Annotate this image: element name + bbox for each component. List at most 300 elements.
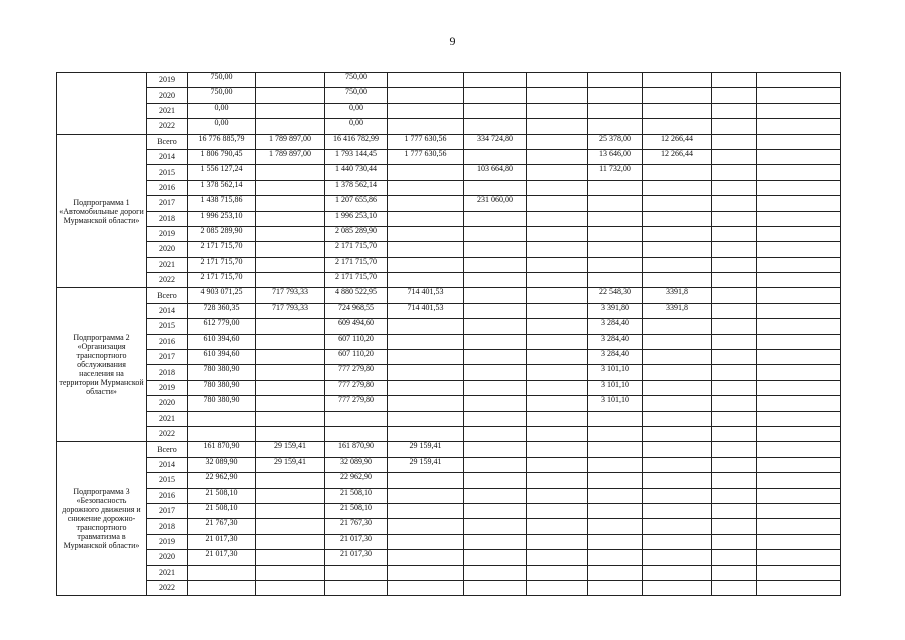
value-cell: 1 556 127,24 (188, 165, 256, 180)
value-cell (588, 534, 643, 549)
value-cell (757, 180, 841, 195)
value-cell (256, 473, 325, 488)
value-cell (325, 580, 388, 595)
value-cell: 1 378 562,14 (188, 180, 256, 195)
value-cell (643, 334, 712, 349)
value-cell (256, 350, 325, 365)
value-cell (712, 149, 757, 164)
value-cell (464, 73, 527, 88)
table-row (57, 165, 841, 180)
value-cell (388, 73, 464, 88)
value-cell: 1 777 630,56 (388, 149, 464, 164)
table-row (57, 473, 841, 488)
value-cell (388, 180, 464, 195)
value-cell (388, 350, 464, 365)
value-cell (757, 257, 841, 272)
value-cell (588, 88, 643, 103)
value-cell (757, 503, 841, 518)
value-cell (464, 350, 527, 365)
value-cell (757, 565, 841, 580)
value-cell (388, 196, 464, 211)
value-cell: 1 793 144,45 (325, 149, 388, 164)
value-cell (464, 565, 527, 580)
value-cell (757, 580, 841, 595)
value-cell (527, 180, 588, 195)
year-cell: 2017 (147, 196, 188, 211)
value-cell: 4 880 522,95 (325, 288, 388, 303)
value-cell: 3 101,10 (588, 380, 643, 395)
value-cell (464, 242, 527, 257)
value-cell: 2 171 715,70 (325, 273, 388, 288)
value-cell: 3391,8 (643, 288, 712, 303)
value-cell (527, 273, 588, 288)
year-cell: 2015 (147, 473, 188, 488)
value-cell (712, 303, 757, 318)
value-cell (643, 503, 712, 518)
value-cell: 16 416 782,99 (325, 134, 388, 149)
value-cell (757, 396, 841, 411)
value-cell (712, 134, 757, 149)
value-cell (712, 88, 757, 103)
value-cell (757, 534, 841, 549)
value-cell (527, 534, 588, 549)
table-row (57, 242, 841, 257)
value-cell (643, 380, 712, 395)
value-cell: 13 646,00 (588, 149, 643, 164)
value-cell: 12 266,44 (643, 149, 712, 164)
value-cell: 3391,8 (643, 303, 712, 318)
table-row (57, 334, 841, 349)
value-cell: 3 284,40 (588, 334, 643, 349)
value-cell: 777 279,80 (325, 396, 388, 411)
value-cell (643, 580, 712, 595)
value-cell: 12 266,44 (643, 134, 712, 149)
value-cell: 750,00 (188, 73, 256, 88)
value-cell (388, 119, 464, 134)
year-cell: 2020 (147, 242, 188, 257)
year-cell: Всего (147, 134, 188, 149)
value-cell: 2 085 289,90 (325, 226, 388, 241)
value-cell (256, 565, 325, 580)
value-cell (256, 257, 325, 272)
value-cell (643, 426, 712, 441)
value-cell: 21 508,10 (325, 503, 388, 518)
value-cell (643, 88, 712, 103)
value-cell (757, 442, 841, 457)
value-cell (464, 550, 527, 565)
value-cell: 29 159,41 (388, 457, 464, 472)
value-cell (588, 257, 643, 272)
value-cell (643, 519, 712, 534)
value-cell: 750,00 (325, 73, 388, 88)
value-cell: 3 284,40 (588, 319, 643, 334)
table-row (57, 196, 841, 211)
value-cell: 25 378,00 (588, 134, 643, 149)
value-cell: 1 440 730,44 (325, 165, 388, 180)
value-cell (388, 473, 464, 488)
value-cell (643, 180, 712, 195)
value-cell: 717 793,33 (256, 303, 325, 318)
value-cell (712, 242, 757, 257)
value-cell (588, 73, 643, 88)
value-cell (712, 426, 757, 441)
value-cell (325, 411, 388, 426)
table-row (57, 226, 841, 241)
value-cell (388, 580, 464, 595)
table-row (57, 350, 841, 365)
value-cell: 750,00 (188, 88, 256, 103)
value-cell (256, 396, 325, 411)
year-cell: 2014 (147, 457, 188, 472)
value-cell (256, 88, 325, 103)
table-row (57, 303, 841, 318)
value-cell: 780 380,90 (188, 396, 256, 411)
year-cell: 2022 (147, 426, 188, 441)
value-cell (464, 411, 527, 426)
value-cell (588, 473, 643, 488)
value-cell (757, 411, 841, 426)
year-cell: 2020 (147, 396, 188, 411)
value-cell (527, 334, 588, 349)
value-cell: 0,00 (325, 119, 388, 134)
value-cell (712, 565, 757, 580)
value-cell (643, 565, 712, 580)
value-cell (464, 519, 527, 534)
value-cell (256, 73, 325, 88)
value-cell (325, 426, 388, 441)
value-cell (527, 319, 588, 334)
value-cell: 1 789 897,00 (256, 134, 325, 149)
value-cell (712, 119, 757, 134)
value-cell (757, 350, 841, 365)
value-cell: 2 171 715,70 (188, 242, 256, 257)
value-cell (588, 519, 643, 534)
value-cell: 714 401,53 (388, 288, 464, 303)
value-cell: 609 494,60 (325, 319, 388, 334)
value-cell (757, 550, 841, 565)
year-cell: 2016 (147, 334, 188, 349)
value-cell (464, 119, 527, 134)
value-cell (588, 242, 643, 257)
value-cell (527, 257, 588, 272)
value-cell: 607 110,20 (325, 350, 388, 365)
value-cell (256, 519, 325, 534)
value-cell (712, 488, 757, 503)
value-cell (712, 273, 757, 288)
year-cell: 2015 (147, 319, 188, 334)
value-cell (464, 273, 527, 288)
value-cell (643, 473, 712, 488)
value-cell (464, 288, 527, 303)
value-cell (188, 565, 256, 580)
value-cell: 11 732,00 (588, 165, 643, 180)
value-cell: 161 870,90 (325, 442, 388, 457)
value-cell (325, 565, 388, 580)
value-cell (588, 411, 643, 426)
year-cell: 2018 (147, 519, 188, 534)
value-cell: 2 171 715,70 (325, 257, 388, 272)
value-cell (388, 380, 464, 395)
value-cell (527, 426, 588, 441)
table-row (57, 257, 841, 272)
value-cell (757, 273, 841, 288)
value-cell: 610 394,60 (188, 334, 256, 349)
value-cell (588, 565, 643, 580)
year-cell: 2022 (147, 273, 188, 288)
value-cell (388, 534, 464, 549)
value-cell (388, 257, 464, 272)
value-cell (757, 165, 841, 180)
value-cell (388, 226, 464, 241)
value-cell: 612 779,00 (188, 319, 256, 334)
value-cell (464, 180, 527, 195)
value-cell (527, 226, 588, 241)
value-cell (588, 273, 643, 288)
value-cell (527, 303, 588, 318)
value-cell (527, 503, 588, 518)
table-row (57, 426, 841, 441)
value-cell (388, 365, 464, 380)
value-cell (256, 488, 325, 503)
value-cell (757, 211, 841, 226)
value-cell: 3 391,80 (588, 303, 643, 318)
value-cell (464, 211, 527, 226)
value-cell (256, 334, 325, 349)
value-cell (712, 457, 757, 472)
value-cell (757, 303, 841, 318)
value-cell (712, 334, 757, 349)
value-cell (757, 149, 841, 164)
year-cell: 2016 (147, 180, 188, 195)
value-cell (757, 134, 841, 149)
table-row (57, 134, 841, 149)
value-cell (256, 103, 325, 118)
value-cell (464, 473, 527, 488)
value-cell (643, 73, 712, 88)
value-cell (643, 211, 712, 226)
value-cell (643, 442, 712, 457)
year-cell: 2021 (147, 411, 188, 426)
value-cell (256, 534, 325, 549)
value-cell (588, 103, 643, 118)
value-cell (464, 534, 527, 549)
year-cell: Всего (147, 442, 188, 457)
value-cell (712, 257, 757, 272)
value-cell (256, 119, 325, 134)
value-cell (643, 119, 712, 134)
value-cell (643, 257, 712, 272)
value-cell (643, 319, 712, 334)
value-cell (388, 426, 464, 441)
value-cell (712, 365, 757, 380)
value-cell: 103 664,80 (464, 165, 527, 180)
value-cell: 2 171 715,70 (188, 273, 256, 288)
value-cell (712, 519, 757, 534)
value-cell (712, 473, 757, 488)
table-row (57, 103, 841, 118)
value-cell (256, 226, 325, 241)
year-cell: 2014 (147, 303, 188, 318)
value-cell: 714 401,53 (388, 303, 464, 318)
value-cell (256, 380, 325, 395)
value-cell (388, 211, 464, 226)
year-cell: 2019 (147, 380, 188, 395)
year-cell: 2022 (147, 580, 188, 595)
value-cell (527, 457, 588, 472)
value-cell: 780 380,90 (188, 365, 256, 380)
value-cell (757, 473, 841, 488)
year-cell: 2021 (147, 565, 188, 580)
value-cell (757, 334, 841, 349)
value-cell (712, 226, 757, 241)
value-cell (643, 365, 712, 380)
table-row (57, 442, 841, 457)
value-cell (588, 580, 643, 595)
table-row (57, 565, 841, 580)
value-cell (712, 396, 757, 411)
value-cell (464, 380, 527, 395)
budget-table (56, 72, 841, 596)
value-cell (757, 242, 841, 257)
value-cell (527, 165, 588, 180)
value-cell: 1 996 253,10 (188, 211, 256, 226)
value-cell (643, 103, 712, 118)
program-label: Подпрограмма 2 «Организация транспортного обслуживания населения на территории Мурманской области» (57, 288, 147, 442)
value-cell: 32 089,90 (325, 457, 388, 472)
table-row (57, 88, 841, 103)
value-cell: 21 508,10 (188, 488, 256, 503)
value-cell (757, 457, 841, 472)
value-cell (588, 226, 643, 241)
value-cell: 1 378 562,14 (325, 180, 388, 195)
value-cell: 1 806 790,45 (188, 149, 256, 164)
value-cell: 0,00 (188, 119, 256, 134)
value-cell (256, 426, 325, 441)
year-cell: 2021 (147, 257, 188, 272)
value-cell (712, 319, 757, 334)
value-cell: 21 017,30 (188, 550, 256, 565)
value-cell (388, 273, 464, 288)
value-cell (757, 73, 841, 88)
value-cell (588, 426, 643, 441)
value-cell (643, 457, 712, 472)
value-cell (388, 550, 464, 565)
year-cell: 2022 (147, 119, 188, 134)
value-cell: 29 159,41 (256, 442, 325, 457)
value-cell (256, 242, 325, 257)
value-cell (757, 196, 841, 211)
value-cell (712, 503, 757, 518)
value-cell (256, 211, 325, 226)
value-cell (643, 226, 712, 241)
year-cell: 2020 (147, 550, 188, 565)
value-cell (757, 226, 841, 241)
value-cell: 21 017,30 (188, 534, 256, 549)
value-cell (757, 119, 841, 134)
value-cell (464, 319, 527, 334)
value-cell (757, 380, 841, 395)
value-cell (643, 242, 712, 257)
value-cell (256, 580, 325, 595)
value-cell: 3 284,40 (588, 350, 643, 365)
value-cell: 22 548,30 (588, 288, 643, 303)
value-cell (388, 242, 464, 257)
value-cell (388, 411, 464, 426)
value-cell (588, 488, 643, 503)
value-cell: 21 017,30 (325, 550, 388, 565)
year-cell: 2017 (147, 350, 188, 365)
program-label: Подпрограмма 1 «Автомобильные дороги Мурманской области» (57, 134, 147, 288)
page-number: 9 (449, 34, 456, 48)
table-row (57, 488, 841, 503)
value-cell: 334 724,80 (464, 134, 527, 149)
value-cell (464, 257, 527, 272)
table-row (57, 519, 841, 534)
table-row (57, 119, 841, 134)
value-cell (256, 411, 325, 426)
value-cell (588, 503, 643, 518)
value-cell (757, 319, 841, 334)
value-cell (464, 442, 527, 457)
table-row (57, 503, 841, 518)
value-cell (757, 488, 841, 503)
value-cell: 1 996 253,10 (325, 211, 388, 226)
value-cell: 610 394,60 (188, 350, 256, 365)
year-cell: 2019 (147, 73, 188, 88)
year-cell: 2019 (147, 226, 188, 241)
value-cell (256, 550, 325, 565)
value-cell (256, 180, 325, 195)
value-cell: 21 508,10 (188, 503, 256, 518)
value-cell (757, 365, 841, 380)
value-cell: 750,00 (325, 88, 388, 103)
value-cell: 161 870,90 (188, 442, 256, 457)
value-cell: 21 767,30 (325, 519, 388, 534)
value-cell (527, 149, 588, 164)
value-cell (527, 396, 588, 411)
value-cell (588, 180, 643, 195)
year-cell: 2014 (147, 149, 188, 164)
value-cell: 717 793,33 (256, 288, 325, 303)
value-cell (643, 488, 712, 503)
value-cell (464, 149, 527, 164)
value-cell: 3 101,10 (588, 365, 643, 380)
value-cell (388, 103, 464, 118)
table-row (57, 319, 841, 334)
value-cell (464, 580, 527, 595)
value-cell (527, 134, 588, 149)
value-cell (527, 196, 588, 211)
value-cell: 16 776 885,79 (188, 134, 256, 149)
table-row (57, 457, 841, 472)
value-cell (256, 196, 325, 211)
value-cell: 724 968,55 (325, 303, 388, 318)
value-cell (757, 103, 841, 118)
value-cell (388, 165, 464, 180)
value-cell (527, 580, 588, 595)
value-cell (464, 103, 527, 118)
table-row (57, 73, 841, 88)
value-cell: 32 089,90 (188, 457, 256, 472)
value-cell (588, 550, 643, 565)
value-cell: 1 438 715,86 (188, 196, 256, 211)
value-cell (712, 73, 757, 88)
value-cell (712, 288, 757, 303)
value-cell: 3 101,10 (588, 396, 643, 411)
table-row (57, 550, 841, 565)
value-cell: 22 962,90 (188, 473, 256, 488)
value-cell (643, 350, 712, 365)
